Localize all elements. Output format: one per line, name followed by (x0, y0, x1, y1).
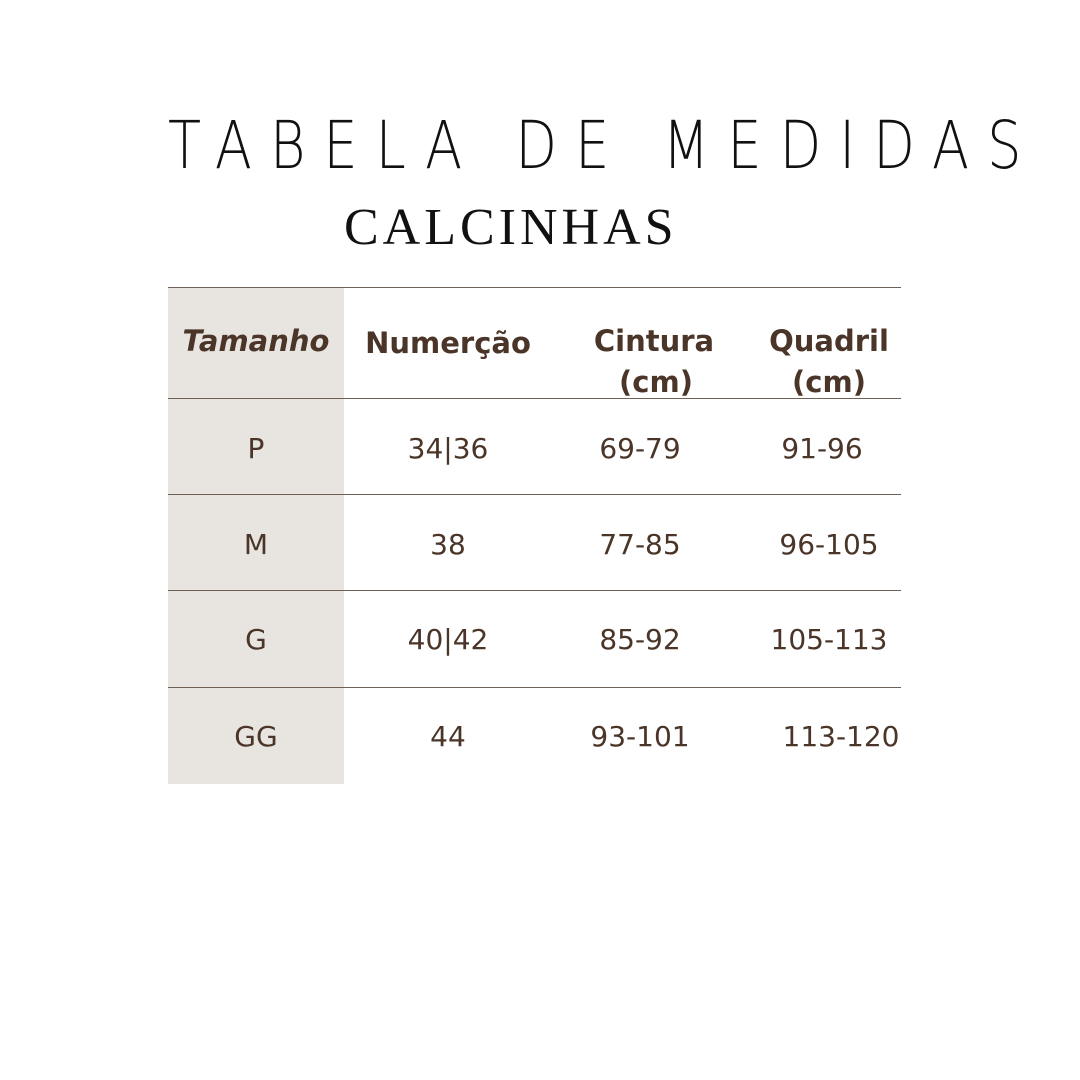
cell-numeracao: 34|36 (407, 431, 489, 465)
cell-quadril: 96-105 (779, 527, 879, 561)
header-numeracao: Numerção (365, 326, 531, 360)
cell-size: G (245, 622, 267, 656)
header-cintura: Cintura (593, 324, 715, 358)
table-rule-row (168, 494, 901, 495)
cell-quadril: 113-120 (782, 719, 900, 753)
header-cintura-unit: (cm) (619, 365, 693, 399)
cell-size: GG (234, 719, 278, 753)
header-tamanho: Tamanho (182, 324, 330, 358)
cell-cintura: 77-85 (599, 527, 681, 561)
cell-numeracao: 40|42 (407, 622, 489, 656)
cell-size: M (243, 527, 269, 561)
cell-size: P (247, 431, 265, 465)
header-quadril: Quadril (769, 324, 889, 358)
cell-numeracao: 44 (430, 719, 466, 753)
cell-numeracao: 38 (430, 527, 466, 561)
cell-cintura: 85-92 (599, 622, 681, 656)
page-subtitle: CALCINHAS (344, 199, 678, 256)
cell-quadril: 105-113 (770, 622, 888, 656)
table-rule-top (168, 287, 901, 288)
header-quadril-unit: (cm) (792, 365, 866, 399)
page-title: TABELA DE MEDIDAS (168, 107, 1040, 184)
cell-cintura: 69-79 (599, 431, 681, 465)
cell-cintura: 93-101 (590, 719, 690, 753)
cell-quadril: 91-96 (781, 431, 863, 465)
table-rule-row (168, 590, 901, 591)
table-rule-row (168, 687, 901, 688)
